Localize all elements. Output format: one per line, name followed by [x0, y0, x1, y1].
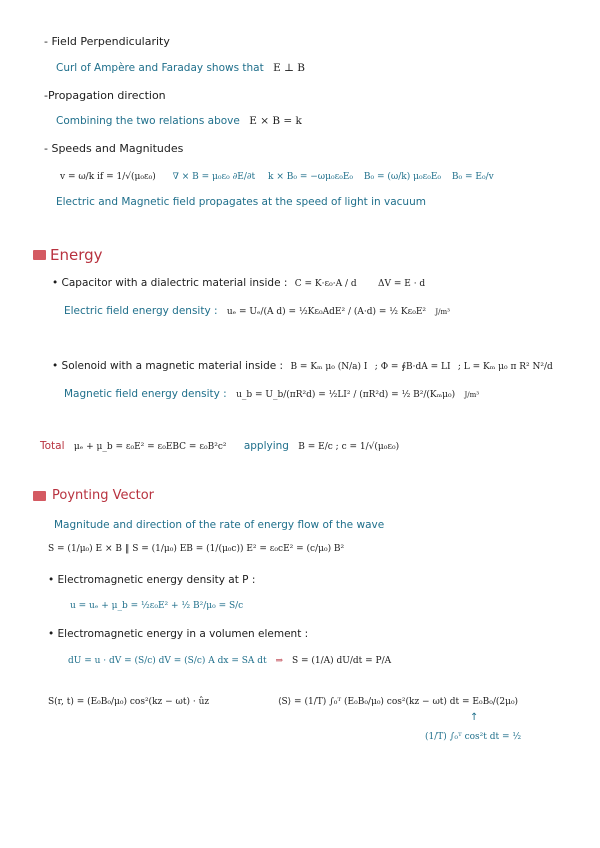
capacitor-text: • Capacitor with a dialectric material inside : [52, 277, 288, 289]
total-label: Total [40, 440, 65, 452]
electric-density-line [64, 305, 450, 317]
electric-density-unit: J/m³ [435, 308, 450, 316]
field-perp-text: Curl of Ampère and Faraday shows that [56, 62, 264, 74]
propagation-relation: E × B = k [249, 115, 302, 127]
electric-density-equation: uₑ = Uₑ/(A d) = ½Kε₀AdE² / (A·d) = ½ Kε₀E² [226, 307, 427, 317]
propagation-title: -Propagation direction [44, 89, 166, 102]
time-avg-average [278, 697, 518, 707]
v-equation: v = ω/k if = 1/√(μ₀ε₀) [60, 172, 156, 182]
field-perpendicularity-text [56, 62, 305, 74]
energy-density-line: • Electromagnetic energy density at P : [48, 574, 256, 586]
propagation-desc: Combining the two relations above [56, 115, 240, 127]
k-equation: k × B₀ = −ωμ₀ε₀E₀ [268, 172, 354, 182]
poynting-heading-marker [33, 491, 46, 501]
arrow-up-icon: ↑ [470, 712, 479, 723]
total-equation: μₑ + μ_b = ε₀E² = ε₀EBC = ε₀B²c² [73, 442, 227, 452]
propagation-text [56, 115, 302, 127]
solenoid-line [52, 360, 553, 372]
voltage-equation: ΔV = E · d [378, 279, 426, 289]
s-time-equation: S(r, t) = (E₀B₀/μ₀) cos²(kz − ωt) · ûz [48, 697, 210, 707]
poynting-s-equation: S = (1/μ₀) E × B ‖ S = (1/μ₀) EB = (1/(μ₀c)) E² = ε₀cE² = (c/μ₀) B² [48, 544, 345, 554]
average-s-equation: ⟨S⟩ = (1/T) ∫₀ᵀ (E₀B₀/μ₀) cos²(kz − ωt) dt = E₀B₀/(2μ₀) [278, 697, 519, 707]
b0-equation-2: B₀ = E₀/v [451, 172, 494, 182]
perp-relation: E ⊥ B [273, 62, 305, 74]
electric-density-label: Electric field energy density : [64, 305, 218, 317]
time-avg-line [48, 697, 209, 707]
magnetic-density-equation: u_b = U_b/(πR²d) = ½LI² / (πR²d) = ½ B²/(Kₘμ₀) [236, 390, 456, 400]
field-perpendicularity-title: - Field Perpendicularity [44, 35, 170, 48]
solenoid-b-equation: B = Kₘ μ₀ (N/a) I [290, 362, 368, 372]
cos-integral-note: (1/T) ∫₀ᵀ cos²t dt = ½ [425, 732, 522, 742]
flux-equation: ; Φ = ∮B·dA = LI [374, 362, 451, 372]
speeds-equations [60, 172, 494, 182]
volume-element-equations [68, 656, 391, 666]
implies-arrow: ⇒ [275, 656, 284, 666]
poynting-intro: Magnitude and direction of the rate of energy flow of the wave [54, 519, 385, 531]
speed-of-light-text: Electric and Magnetic field propagates at the speed of light in vacuum [56, 196, 426, 208]
inductance-equation: ; L = Kₘ μ₀ π R² N²/d [457, 362, 553, 372]
total-line [40, 440, 399, 452]
energy-heading-marker [33, 250, 46, 260]
speeds-title: - Speeds and Magnitudes [44, 142, 184, 155]
solenoid-text: • Solenoid with a magnetic material inside : [52, 360, 284, 372]
volume-element-line: • Electromagnetic energy in a volumen element : [48, 628, 309, 640]
volume-equation: dU = u · dV = (S/c) dV = (S/c) A dx = SA dt [68, 656, 267, 666]
applying-relations: B = E/c ; c = 1/√(μ₀ε₀) [298, 442, 400, 452]
s-result-equation: S = (1/A) dU/dt = P/A [291, 656, 392, 666]
poynting-heading: Poynting Vector [52, 488, 155, 503]
applying-text: applying [243, 440, 289, 452]
capacitance-equation: C = K·ε₀·A / d [294, 279, 357, 289]
magnetic-density-label: Magnetic field energy density : [64, 388, 227, 400]
magnetic-density-line [64, 388, 479, 400]
energy-heading: Energy [50, 246, 103, 264]
curl-equation: ∇ × B = μ₀ε₀ ∂E/∂t [172, 172, 256, 182]
b0-equation: B₀ = (ω/k) μ₀ε₀E₀ [363, 172, 442, 182]
capacitor-line [52, 277, 425, 289]
magnetic-density-unit: J/m³ [464, 391, 480, 399]
energy-density-equation: u = uₑ + μ_b = ½ε₀E² + ½ B²/μ₀ = S/c [70, 601, 244, 611]
